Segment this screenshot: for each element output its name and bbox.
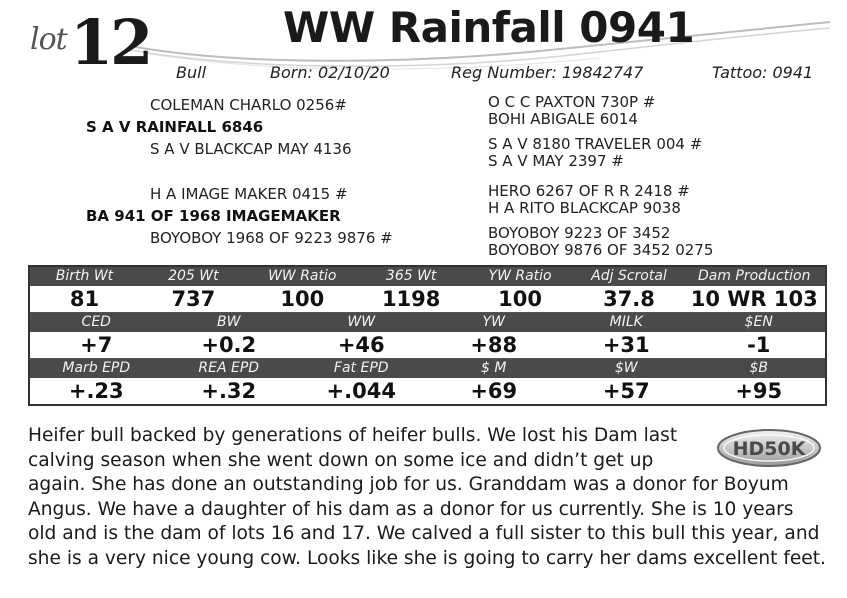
- value-cell: +.23: [68, 379, 124, 403]
- header-cell: WW Ratio: [268, 268, 337, 284]
- description-line: Angus. We have a daughter of his dam as a donor for us currently. She is 10 years: [28, 498, 794, 520]
- header-cell: 365 Wt: [385, 268, 437, 284]
- value-cell: 81: [69, 287, 100, 311]
- pedigree-dam-dam: BOYOBOY 1968 OF 9223 9876 #: [150, 229, 393, 247]
- value-cell: 10 WR 103: [690, 287, 818, 311]
- stats-table: [28, 265, 827, 406]
- value-cell: +88: [470, 333, 518, 357]
- value-cell: 1198: [381, 287, 441, 311]
- header-cell: REA EPD: [198, 360, 260, 376]
- performance-value-row: [30, 286, 825, 313]
- tattoo: Tattoo: 0941: [712, 63, 814, 82]
- value-cell: 100: [280, 287, 325, 311]
- header-cell: Dam Production: [697, 268, 811, 284]
- header-cell: $ M: [481, 360, 507, 376]
- pedigree-right-5: HERO 6267 OF R R 2418 #: [488, 182, 690, 200]
- performance-header-row: [30, 267, 825, 286]
- description-line: Heifer bull backed by generations of heifer bulls. We lost his Dam last: [28, 425, 678, 446]
- header-cell: CED: [81, 314, 111, 330]
- value-cell: 737: [171, 287, 216, 311]
- header-cell: $EN: [744, 314, 773, 330]
- header-cell: Adj Scrotal: [591, 268, 667, 284]
- pedigree-right-7: BOYOBOY 9223 OF 3452: [488, 224, 671, 242]
- header-cell: $W: [614, 360, 638, 376]
- epd2-value-row: [30, 378, 825, 404]
- value-cell: +.044: [326, 379, 396, 403]
- pedigree-dam-sire: H A IMAGE MAKER 0415 #: [150, 185, 348, 203]
- birth-date: Born: 02/10/20: [270, 63, 390, 82]
- value-cell: +95: [735, 379, 783, 403]
- header-cell: YW Ratio: [488, 268, 552, 284]
- value-cell: -1: [747, 333, 771, 357]
- description-line: again. She has done an outstanding job for us. Granddam was a donor for Boyum: [28, 474, 789, 495]
- epd2-header-row: [30, 359, 825, 378]
- pedigree-right-3: S A V 8180 TRAVELER 004 #: [488, 135, 703, 153]
- value-cell: +57: [602, 379, 650, 403]
- value-cell: +31: [602, 333, 650, 357]
- pedigree-right-2: BOHI ABIGALE 6014: [488, 110, 638, 128]
- pedigree-right-8: BOYOBOY 9876 OF 3452 0275: [488, 241, 714, 259]
- description-line: calving season when she went down on some ice and didn’t get up: [28, 449, 654, 471]
- header-cell: WW: [347, 314, 376, 330]
- header-cell: Marb EPD: [62, 360, 131, 376]
- value-cell: +.32: [201, 379, 257, 403]
- header-cell: BW: [217, 314, 241, 330]
- value-cell: +69: [470, 379, 518, 403]
- lot-number: 12: [70, 6, 151, 79]
- badge-text: HD50K: [732, 438, 806, 460]
- pedigree-right-4: S A V MAY 2397 #: [488, 152, 624, 170]
- value-cell: 100: [498, 287, 542, 311]
- value-cell: +0.2: [201, 333, 257, 357]
- sex: Bull: [176, 63, 207, 82]
- pedigree-sire-dam: S A V BLACKCAP MAY 4136: [150, 140, 352, 158]
- animal-name: WW Rainfall 0941: [283, 3, 695, 52]
- epd1-value-row: [30, 332, 825, 359]
- value-cell: +46: [337, 333, 385, 357]
- header-cell: 205 Wt: [168, 268, 219, 284]
- epd1-header-row: [30, 313, 825, 332]
- description-line: old and is the dam of lots 16 and 17. We calved a full sister to this bull this year, and: [28, 523, 820, 544]
- registration-number: Reg Number: 19842747: [451, 63, 644, 82]
- header-cell: Fat EPD: [333, 360, 389, 376]
- lot-label: lot: [30, 22, 67, 57]
- pedigree-dam: BA 941 OF 1968 IMAGEMAKER: [86, 207, 341, 225]
- header-cell: YW: [482, 314, 505, 330]
- hd50k-badge-icon: [716, 428, 822, 468]
- pedigree-sire-sire: COLEMAN CHARLO 0256#: [150, 96, 347, 114]
- pedigree-right-6: H A RITO BLACKCAP 9038: [488, 199, 681, 217]
- description: [28, 424, 828, 571]
- value-cell: 37.8: [603, 287, 655, 311]
- value-cell: +7: [80, 333, 113, 357]
- pedigree-right-1: O C C PAXTON 730P #: [488, 93, 656, 111]
- pedigree-sire: S A V RAINFALL 6846: [86, 118, 264, 136]
- header-cell: MILK: [609, 314, 643, 330]
- header-cell: Birth Wt: [55, 268, 114, 284]
- description-line: she is a very nice young cow. Looks like she is going to carry her dams excellent feet.: [28, 547, 826, 569]
- header-cell: $B: [749, 360, 768, 376]
